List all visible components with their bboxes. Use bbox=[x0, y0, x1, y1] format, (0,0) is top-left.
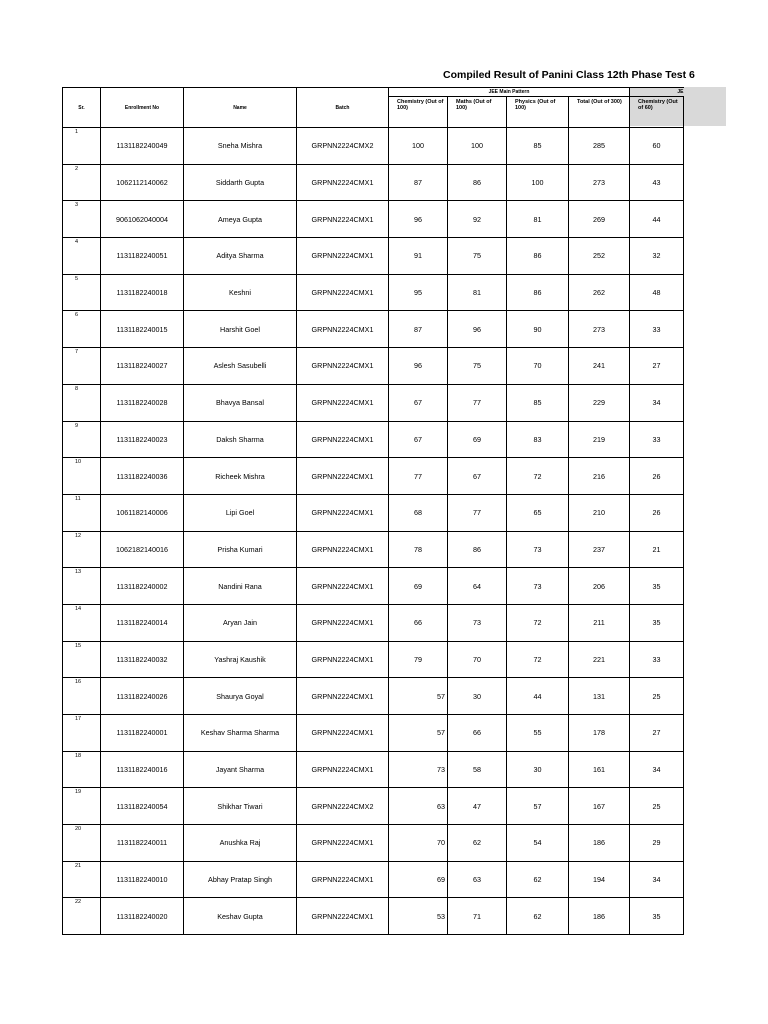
cell-physics: 72 bbox=[507, 458, 569, 495]
cell-chemistry: 73 bbox=[389, 751, 448, 788]
cell-name: Siddarth Gupta bbox=[184, 164, 297, 201]
cell-total: 241 bbox=[569, 348, 630, 385]
table-row bbox=[63, 311, 684, 348]
cell-chemistry: 69 bbox=[389, 568, 448, 605]
cell-physics: 62 bbox=[507, 861, 569, 898]
cell-physics: 83 bbox=[507, 421, 569, 458]
table-body bbox=[63, 128, 684, 935]
cell-chemistry: 87 bbox=[389, 164, 448, 201]
group-header-jee-main: JEE Main Pattern bbox=[389, 88, 630, 97]
cell-physics: 85 bbox=[507, 384, 569, 421]
cell-total: 186 bbox=[569, 898, 630, 935]
cell-batch: GRPNN2224CMX1 bbox=[297, 531, 389, 568]
cell-batch: GRPNN2224CMX1 bbox=[297, 274, 389, 311]
cell-batch: GRPNN2224CMX1 bbox=[297, 825, 389, 862]
cell-physics: 72 bbox=[507, 641, 569, 678]
cell-maths: 100 bbox=[448, 128, 507, 165]
col-header-chemistry: Chemistry (Out of 100) bbox=[389, 97, 448, 128]
cell-physics: 65 bbox=[507, 494, 569, 531]
table-row bbox=[63, 604, 684, 641]
cell-chemistry2: 35 bbox=[630, 568, 684, 605]
cell-batch: GRPNN2224CMX2 bbox=[297, 128, 389, 165]
serial-number: 16 bbox=[75, 679, 82, 686]
cell-name: Ameya Gupta bbox=[184, 201, 297, 238]
cell-chemistry2: 25 bbox=[630, 678, 684, 715]
cell-total: 216 bbox=[569, 458, 630, 495]
cell-chemistry: 67 bbox=[389, 384, 448, 421]
cell-chemistry: 66 bbox=[389, 604, 448, 641]
cell-enrollment: 1131182240002 bbox=[101, 568, 184, 605]
cell-batch: GRPNN2224CMX1 bbox=[297, 494, 389, 531]
table-row bbox=[63, 568, 684, 605]
col-header-chemistry-60: Chemistry (Out of 60) bbox=[630, 97, 684, 128]
cell-sr bbox=[63, 788, 101, 825]
cell-sr bbox=[63, 274, 101, 311]
col-header-physics: Physics (Out of 100) bbox=[507, 97, 569, 128]
cell-maths: 75 bbox=[448, 238, 507, 275]
cell-chemistry2: 33 bbox=[630, 641, 684, 678]
serial-number: 15 bbox=[75, 642, 82, 649]
cell-sr bbox=[63, 568, 101, 605]
cell-physics: 86 bbox=[507, 238, 569, 275]
cell-batch: GRPNN2224CMX1 bbox=[297, 678, 389, 715]
serial-number: 13 bbox=[75, 569, 82, 576]
cell-batch: GRPNN2224CMX1 bbox=[297, 861, 389, 898]
cell-enrollment: 1131182240018 bbox=[101, 274, 184, 311]
cell-enrollment: 1131182240020 bbox=[101, 898, 184, 935]
cell-enrollment: 1061182140006 bbox=[101, 494, 184, 531]
cell-chemistry2: 60 bbox=[630, 128, 684, 165]
cell-enrollment: 1131182240015 bbox=[101, 311, 184, 348]
cell-chemistry: 69 bbox=[389, 861, 448, 898]
cell-chemistry: 100 bbox=[389, 128, 448, 165]
cell-sr bbox=[63, 128, 101, 165]
cell-total: 252 bbox=[569, 238, 630, 275]
cell-batch: GRPNN2224CMX1 bbox=[297, 568, 389, 605]
cell-sr bbox=[63, 348, 101, 385]
table-header bbox=[63, 88, 684, 128]
cell-name: Yashraj Kaushik bbox=[184, 641, 297, 678]
table-row bbox=[63, 641, 684, 678]
cell-name: Prisha Kumari bbox=[184, 531, 297, 568]
cell-chemistry2: 21 bbox=[630, 531, 684, 568]
serial-number: 3 bbox=[75, 202, 79, 209]
cell-sr bbox=[63, 715, 101, 752]
cell-total: 219 bbox=[569, 421, 630, 458]
table-row bbox=[63, 128, 684, 165]
cell-sr bbox=[63, 311, 101, 348]
cell-batch: GRPNN2224CMX1 bbox=[297, 201, 389, 238]
cell-enrollment: 1062112140062 bbox=[101, 164, 184, 201]
cell-enrollment: 1062182140016 bbox=[101, 531, 184, 568]
cell-chemistry: 77 bbox=[389, 458, 448, 495]
cell-sr bbox=[63, 201, 101, 238]
cell-batch: GRPNN2224CMX1 bbox=[297, 238, 389, 275]
cell-batch: GRPNN2224CMX2 bbox=[297, 788, 389, 825]
cell-physics: 73 bbox=[507, 568, 569, 605]
cell-enrollment: 1131182240001 bbox=[101, 715, 184, 752]
cell-batch: GRPNN2224CMX1 bbox=[297, 421, 389, 458]
table-row bbox=[63, 274, 684, 311]
table-row bbox=[63, 238, 684, 275]
table-row bbox=[63, 751, 684, 788]
serial-number: 6 bbox=[75, 312, 79, 319]
cell-total: 273 bbox=[569, 311, 630, 348]
cell-maths: 63 bbox=[448, 861, 507, 898]
cell-physics: 90 bbox=[507, 311, 569, 348]
cell-chemistry: 57 bbox=[389, 678, 448, 715]
serial-number: 17 bbox=[75, 716, 82, 722]
serial-number: 19 bbox=[75, 789, 82, 796]
col-header-total: Total (Out of 300) bbox=[569, 97, 630, 128]
cell-name: Keshni bbox=[184, 274, 297, 311]
table-row bbox=[63, 164, 684, 201]
cell-batch: GRPNN2224CMX1 bbox=[297, 751, 389, 788]
cell-physics: 85 bbox=[507, 128, 569, 165]
serial-number: 12 bbox=[75, 532, 82, 539]
cell-chemistry2: 29 bbox=[630, 825, 684, 862]
cell-chemistry: 96 bbox=[389, 201, 448, 238]
cell-total: 210 bbox=[569, 494, 630, 531]
cell-total: 273 bbox=[569, 164, 630, 201]
cell-name: Anushka Raj bbox=[184, 825, 297, 862]
serial-number: 8 bbox=[75, 385, 79, 392]
cell-enrollment: 1131182240032 bbox=[101, 641, 184, 678]
col-header-maths: Maths (Out of 100) bbox=[448, 97, 507, 128]
cell-chemistry2: 34 bbox=[630, 861, 684, 898]
cell-batch: GRPNN2224CMX1 bbox=[297, 898, 389, 935]
cell-enrollment: 1131182240054 bbox=[101, 788, 184, 825]
cell-sr bbox=[63, 164, 101, 201]
cell-name: Aryan Jain bbox=[184, 604, 297, 641]
table-row bbox=[63, 788, 684, 825]
cell-total: 262 bbox=[569, 274, 630, 311]
cell-chemistry2: 35 bbox=[630, 604, 684, 641]
cell-sr bbox=[63, 494, 101, 531]
col-header-name: Name bbox=[184, 88, 297, 128]
group-header-row bbox=[63, 88, 684, 97]
cell-chemistry: 78 bbox=[389, 531, 448, 568]
serial-number: 4 bbox=[75, 239, 79, 246]
cell-total: 206 bbox=[569, 568, 630, 605]
cell-total: 167 bbox=[569, 788, 630, 825]
cell-maths: 62 bbox=[448, 825, 507, 862]
cell-enrollment: 1131182240014 bbox=[101, 604, 184, 641]
cell-enrollment: 1131182240036 bbox=[101, 458, 184, 495]
cell-name: Keshav Gupta bbox=[184, 898, 297, 935]
cell-name: Aditya Sharma bbox=[184, 238, 297, 275]
cell-chemistry: 79 bbox=[389, 641, 448, 678]
col-header-sr: Sr. bbox=[63, 88, 101, 128]
cell-physics: 57 bbox=[507, 788, 569, 825]
cell-chemistry2: 27 bbox=[630, 348, 684, 385]
table-row bbox=[63, 825, 684, 862]
table-row bbox=[63, 531, 684, 568]
cell-name: Keshav Sharma Sharma bbox=[184, 715, 297, 752]
cell-chemistry2: 26 bbox=[630, 494, 684, 531]
cell-batch: GRPNN2224CMX1 bbox=[297, 311, 389, 348]
cell-name: Sneha Mishra bbox=[184, 128, 297, 165]
cell-sr bbox=[63, 384, 101, 421]
cell-physics: 62 bbox=[507, 898, 569, 935]
cell-total: 161 bbox=[569, 751, 630, 788]
cell-total: 237 bbox=[569, 531, 630, 568]
cell-maths: 86 bbox=[448, 164, 507, 201]
cell-batch: GRPNN2224CMX1 bbox=[297, 641, 389, 678]
table-row bbox=[63, 715, 684, 752]
cell-chemistry2: 33 bbox=[630, 421, 684, 458]
page-title: Compiled Result of Panini Class 12th Phase Test 6 bbox=[443, 69, 695, 81]
col-header-enrollment: Enrollment No bbox=[101, 88, 184, 128]
cell-name: Harshit Goel bbox=[184, 311, 297, 348]
cell-chemistry: 70 bbox=[389, 825, 448, 862]
serial-number: 22 bbox=[75, 899, 82, 906]
cell-chemistry: 95 bbox=[389, 274, 448, 311]
cell-physics: 55 bbox=[507, 715, 569, 752]
serial-number: 18 bbox=[75, 752, 82, 759]
cell-total: 194 bbox=[569, 861, 630, 898]
cell-name: Shikhar Tiwari bbox=[184, 788, 297, 825]
cell-physics: 81 bbox=[507, 201, 569, 238]
cell-maths: 73 bbox=[448, 604, 507, 641]
cell-sr bbox=[63, 238, 101, 275]
cell-maths: 66 bbox=[448, 715, 507, 752]
cell-chemistry: 68 bbox=[389, 494, 448, 531]
cell-batch: GRPNN2224CMX1 bbox=[297, 348, 389, 385]
cell-maths: 86 bbox=[448, 531, 507, 568]
serial-number: 21 bbox=[75, 862, 82, 869]
cell-batch: GRPNN2224CMX1 bbox=[297, 384, 389, 421]
cell-total: 131 bbox=[569, 678, 630, 715]
cell-physics: 44 bbox=[507, 678, 569, 715]
table-row bbox=[63, 201, 684, 238]
table-row bbox=[63, 898, 684, 935]
serial-number: 10 bbox=[75, 459, 82, 466]
cell-chemistry: 63 bbox=[389, 788, 448, 825]
cell-enrollment: 1131182240026 bbox=[101, 678, 184, 715]
cell-physics: 70 bbox=[507, 348, 569, 385]
cell-name: Richeek Mishra bbox=[184, 458, 297, 495]
cell-total: 221 bbox=[569, 641, 630, 678]
group-header-jee-advanced: JE bbox=[630, 88, 684, 97]
table-row bbox=[63, 348, 684, 385]
cell-chemistry: 57 bbox=[389, 715, 448, 752]
cell-total: 186 bbox=[569, 825, 630, 862]
cell-sr bbox=[63, 531, 101, 568]
serial-number: 1 bbox=[75, 129, 79, 135]
cell-maths: 77 bbox=[448, 384, 507, 421]
cell-name: Shaurya Goyal bbox=[184, 678, 297, 715]
cell-chemistry2: 44 bbox=[630, 201, 684, 238]
cell-chemistry: 67 bbox=[389, 421, 448, 458]
table-row bbox=[63, 384, 684, 421]
cell-chemistry2: 27 bbox=[630, 715, 684, 752]
serial-number: 2 bbox=[75, 165, 79, 172]
cell-sr bbox=[63, 678, 101, 715]
cell-chemistry2: 43 bbox=[630, 164, 684, 201]
cell-chemistry2: 25 bbox=[630, 788, 684, 825]
cell-name: Jayant Sharma bbox=[184, 751, 297, 788]
cell-maths: 96 bbox=[448, 311, 507, 348]
cell-maths: 81 bbox=[448, 274, 507, 311]
cell-chemistry: 53 bbox=[389, 898, 448, 935]
cell-enrollment: 1131182240049 bbox=[101, 128, 184, 165]
cell-maths: 67 bbox=[448, 458, 507, 495]
cell-sr bbox=[63, 861, 101, 898]
cell-maths: 71 bbox=[448, 898, 507, 935]
cell-batch: GRPNN2224CMX1 bbox=[297, 164, 389, 201]
table-row bbox=[63, 421, 684, 458]
cell-batch: GRPNN2224CMX1 bbox=[297, 715, 389, 752]
cell-sr bbox=[63, 898, 101, 935]
cell-sr bbox=[63, 751, 101, 788]
cell-chemistry2: 33 bbox=[630, 311, 684, 348]
cell-physics: 100 bbox=[507, 164, 569, 201]
cell-batch: GRPNN2224CMX1 bbox=[297, 604, 389, 641]
cell-sr bbox=[63, 604, 101, 641]
cell-physics: 73 bbox=[507, 531, 569, 568]
table-row bbox=[63, 458, 684, 495]
cell-physics: 72 bbox=[507, 604, 569, 641]
cell-maths: 58 bbox=[448, 751, 507, 788]
cell-total: 229 bbox=[569, 384, 630, 421]
cell-name: Daksh Sharma bbox=[184, 421, 297, 458]
cell-name: Lipi Goel bbox=[184, 494, 297, 531]
cell-chemistry2: 48 bbox=[630, 274, 684, 311]
cell-chemistry2: 34 bbox=[630, 751, 684, 788]
cell-total: 285 bbox=[569, 128, 630, 165]
table-row bbox=[63, 678, 684, 715]
cell-chemistry: 91 bbox=[389, 238, 448, 275]
cell-name: Nandini Rana bbox=[184, 568, 297, 605]
cell-enrollment: 1131182240028 bbox=[101, 384, 184, 421]
cell-sr bbox=[63, 641, 101, 678]
cell-enrollment: 1131182240016 bbox=[101, 751, 184, 788]
cell-enrollment: 1131182240051 bbox=[101, 238, 184, 275]
results-table bbox=[62, 87, 684, 935]
cell-maths: 75 bbox=[448, 348, 507, 385]
cell-chemistry2: 26 bbox=[630, 458, 684, 495]
cell-maths: 77 bbox=[448, 494, 507, 531]
cell-maths: 30 bbox=[448, 678, 507, 715]
serial-number: 14 bbox=[75, 605, 82, 612]
cell-chemistry2: 32 bbox=[630, 238, 684, 275]
cell-chemistry2: 35 bbox=[630, 898, 684, 935]
cell-enrollment: 1131182240027 bbox=[101, 348, 184, 385]
cell-physics: 86 bbox=[507, 274, 569, 311]
cell-total: 178 bbox=[569, 715, 630, 752]
cell-chemistry: 87 bbox=[389, 311, 448, 348]
cell-chemistry2: 34 bbox=[630, 384, 684, 421]
cell-maths: 47 bbox=[448, 788, 507, 825]
cell-enrollment: 1131182240023 bbox=[101, 421, 184, 458]
cell-name: Aslesh Sasubelli bbox=[184, 348, 297, 385]
serial-number: 5 bbox=[75, 275, 79, 282]
cell-total: 269 bbox=[569, 201, 630, 238]
cell-enrollment: 1131182240010 bbox=[101, 861, 184, 898]
table-row bbox=[63, 494, 684, 531]
cell-maths: 69 bbox=[448, 421, 507, 458]
cell-name: Abhay Pratap Singh bbox=[184, 861, 297, 898]
cell-physics: 54 bbox=[507, 825, 569, 862]
cell-sr bbox=[63, 458, 101, 495]
cell-chemistry: 96 bbox=[389, 348, 448, 385]
serial-number: 9 bbox=[75, 422, 79, 429]
serial-number: 11 bbox=[75, 495, 81, 502]
cell-sr bbox=[63, 825, 101, 862]
serial-number: 7 bbox=[75, 349, 79, 356]
serial-number: 20 bbox=[75, 826, 82, 833]
cell-maths: 64 bbox=[448, 568, 507, 605]
cell-name: Bhavya Bansal bbox=[184, 384, 297, 421]
cell-sr bbox=[63, 421, 101, 458]
cell-total: 211 bbox=[569, 604, 630, 641]
cell-maths: 70 bbox=[448, 641, 507, 678]
cell-enrollment: 9061062040004 bbox=[101, 201, 184, 238]
cell-physics: 30 bbox=[507, 751, 569, 788]
col-header-batch: Batch bbox=[297, 88, 389, 128]
table-row bbox=[63, 861, 684, 898]
cell-enrollment: 1131182240011 bbox=[101, 825, 184, 862]
cell-batch: GRPNN2224CMX1 bbox=[297, 458, 389, 495]
cell-maths: 92 bbox=[448, 201, 507, 238]
